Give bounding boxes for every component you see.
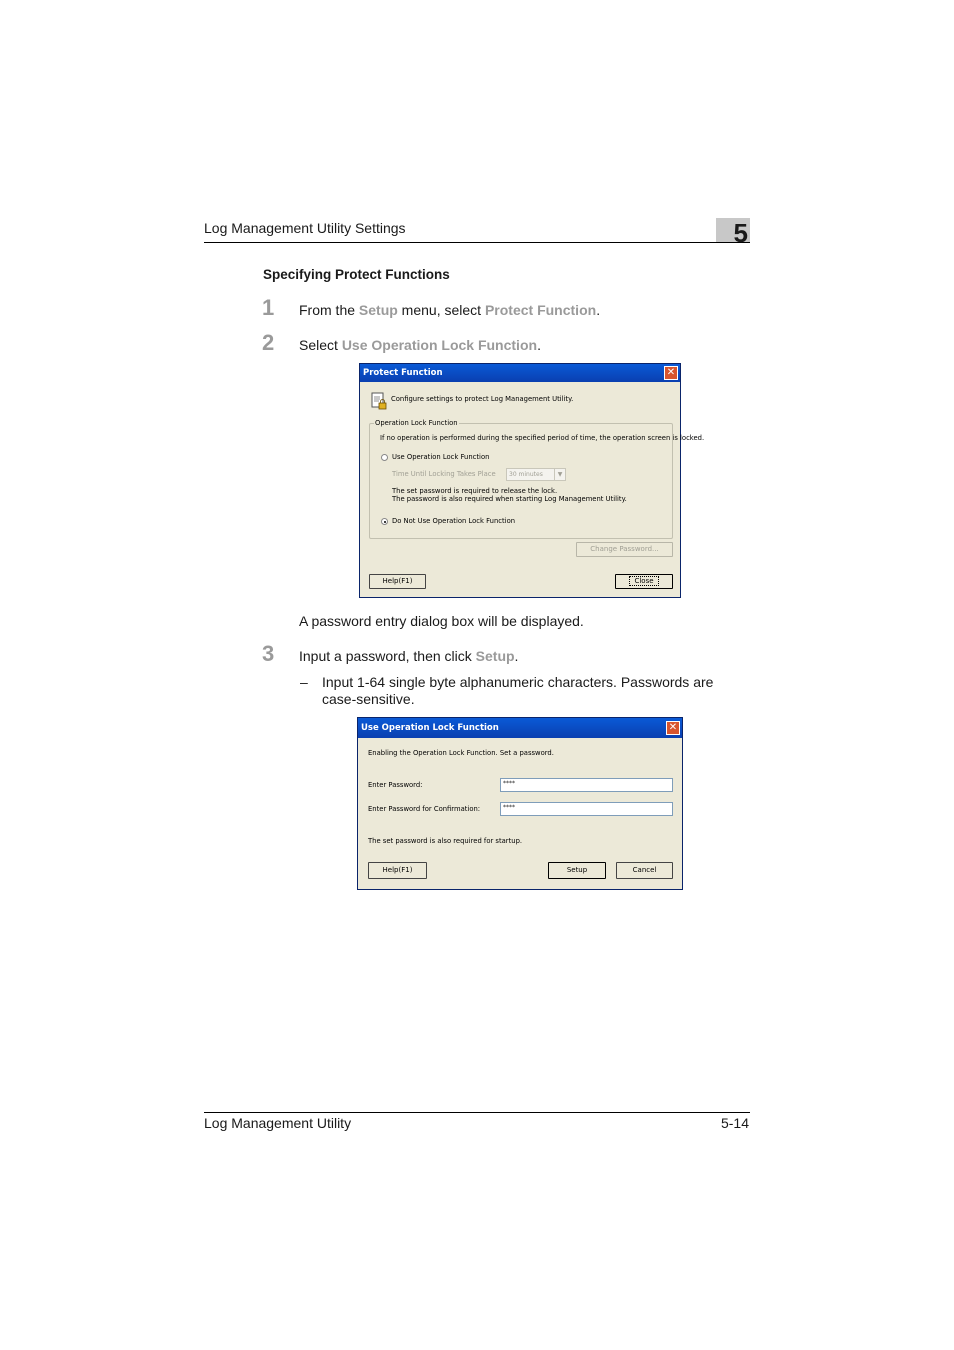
use-operation-lock-dialog bbox=[357, 717, 683, 890]
lock-note-2: The password is also required when starting Log Management Utility. bbox=[392, 495, 627, 503]
protect-function-dialog bbox=[359, 363, 705, 598]
dialog1-help-button[interactable]: Help(F1) bbox=[369, 574, 426, 589]
use-lock-radio-label: Use Operation Lock Function bbox=[392, 453, 490, 461]
running-header-title: Log Management Utility Settings bbox=[204, 220, 406, 236]
lock-note-1: The set password is required to release the lock. bbox=[392, 487, 558, 495]
chevron-down-icon: ▼ bbox=[554, 469, 565, 480]
dialog1-title: Protect Function bbox=[363, 368, 443, 378]
chapter-number-box bbox=[716, 218, 750, 248]
step-3-button-setup: Setup bbox=[475, 648, 515, 664]
step-1-number: 1 bbox=[262, 295, 275, 320]
enter-password-label: Enter Password: bbox=[368, 781, 423, 789]
setup-button[interactable]: Setup bbox=[548, 862, 606, 879]
step-3-number: 3 bbox=[262, 641, 275, 666]
header-rule bbox=[204, 242, 750, 243]
dialog1-titlebar bbox=[360, 364, 680, 382]
step-1-post: . bbox=[596, 302, 601, 318]
bullet-line-2: case-sensitive. bbox=[322, 691, 415, 707]
dialog1-intro: Configure settings to protect Log Management Utility. bbox=[391, 395, 574, 403]
dialog2-close-icon[interactable]: ✕ bbox=[666, 721, 680, 735]
step-3-text bbox=[299, 648, 518, 664]
dialog2-titlebar bbox=[358, 718, 682, 738]
step-2-number: 2 bbox=[262, 330, 275, 355]
enter-password-input[interactable]: **** bbox=[500, 778, 673, 792]
dialog2-help-button[interactable]: Help(F1) bbox=[368, 862, 427, 879]
chapter-number: 5 bbox=[733, 218, 748, 248]
bullet-line-1: Input 1-64 single byte alphanumeric characters. Passwords are bbox=[322, 674, 714, 690]
use-lock-radio[interactable] bbox=[381, 454, 388, 461]
time-until-lock-label: Time Until Locking Takes Place bbox=[392, 470, 496, 478]
group-description: If no operation is performed during the specified period of time, the operation screen is locked. bbox=[380, 434, 705, 442]
step-1-text bbox=[299, 302, 600, 318]
step-2-post: . bbox=[537, 337, 541, 353]
dialog1-close-icon[interactable]: ✕ bbox=[664, 366, 678, 380]
step-2-text bbox=[299, 337, 541, 353]
dialog2-title: Use Operation Lock Function bbox=[361, 723, 499, 733]
confirm-password-input[interactable]: **** bbox=[500, 802, 673, 816]
startup-note: The set password is also required for startup. bbox=[368, 837, 523, 845]
footer-title: Log Management Utility bbox=[204, 1115, 352, 1131]
step-3-post: . bbox=[514, 648, 519, 664]
cancel-button[interactable]: Cancel bbox=[616, 862, 673, 879]
time-until-lock-value: 30 minutes bbox=[509, 471, 543, 478]
dialog2-intro: Enabling the Operation Lock Function. Set a password. bbox=[368, 749, 554, 757]
change-password-button[interactable]: Change Password... bbox=[576, 542, 673, 557]
do-not-use-lock-radio-label: Do Not Use Operation Lock Function bbox=[392, 517, 516, 525]
confirm-password-label: Enter Password for Confirmation: bbox=[368, 805, 481, 813]
do-not-use-lock-radio[interactable] bbox=[381, 518, 388, 525]
document-lock-icon bbox=[371, 392, 387, 410]
step-3-pre: Input a password, then click bbox=[299, 648, 476, 664]
bullet-dash: – bbox=[300, 674, 308, 690]
dialog1-close-button[interactable] bbox=[615, 574, 673, 589]
section-title: Specifying Protect Functions bbox=[263, 267, 450, 282]
time-until-lock-select[interactable] bbox=[506, 468, 566, 481]
step-1-mid: menu, select bbox=[397, 302, 485, 318]
step-2-item: Use Operation Lock Function bbox=[341, 337, 538, 353]
step-2-pre: Select bbox=[299, 337, 342, 353]
footer-rule bbox=[204, 1112, 750, 1113]
step-1-pre: From the bbox=[299, 302, 359, 318]
step-1-menu-setup: Setup bbox=[358, 302, 398, 318]
dialog1-close-label: Close bbox=[630, 577, 657, 585]
step-1-menu-protect-function: Protect Function bbox=[484, 302, 597, 318]
after-step-2-text: A password entry dialog box will be displayed. bbox=[299, 613, 584, 629]
page-number: 5-14 bbox=[720, 1115, 749, 1131]
group-label: Operation Lock Function bbox=[375, 419, 458, 427]
